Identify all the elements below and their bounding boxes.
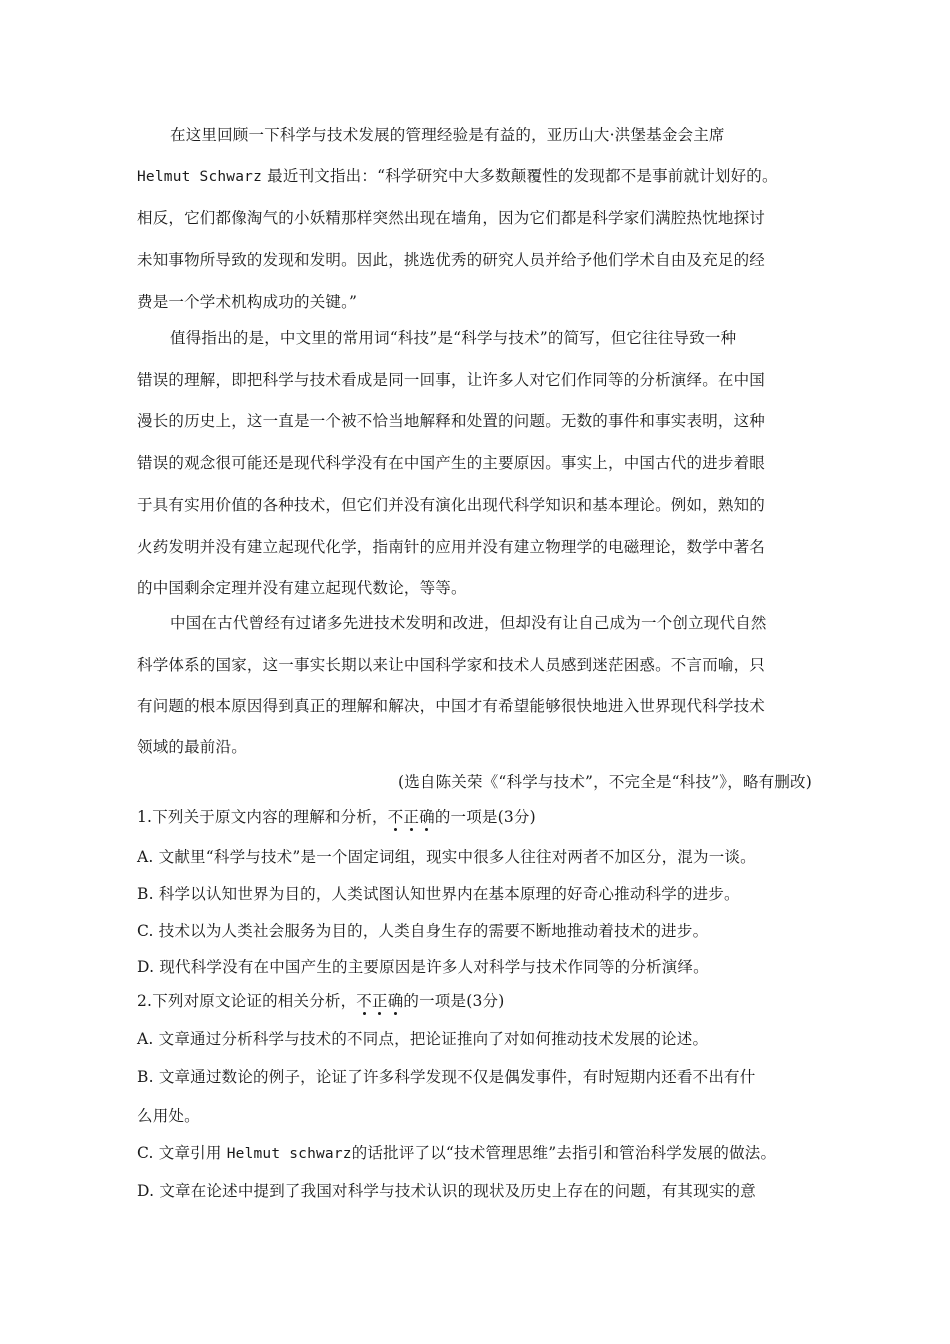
question-1-prefix: 1.下列关于原文内容的理解和分析， — [137, 808, 388, 826]
paragraph-3-line-2: 科学体系的国家，这一事实长期以来让中国科学家和技术人员感到迷茫困惑。不言而喻，只 — [137, 656, 766, 674]
question-2-option-c — [137, 1142, 827, 1165]
question-2-suffix: 的一项是(3分) — [403, 992, 505, 1010]
question-2-option-b-line-2: 么用处。 — [137, 1107, 200, 1125]
emphasis-char: 不 — [356, 992, 372, 1010]
question-2-stem — [137, 990, 827, 1012]
question-2-option-d-line-1: D. 文章在论述中提到了我国对科学与技术认识的现状及历史上存在的问题，有其现实的意 — [137, 1182, 756, 1200]
question-1-stem — [137, 806, 827, 828]
paragraph-2-line-4: 错误的观念很可能还是现代科学没有在中国产生的主要原因。事实上，中国古代的进步着眼 — [137, 454, 766, 472]
paragraph-2-line-7: 的中国剩余定理并没有建立起现代数论，等等。 — [137, 579, 467, 597]
paragraph-1-line-3: 相反，它们都像淘气的小妖精那样突然出现在墙角，因为它们都是科学家们满腔热忱地探讨 — [137, 209, 766, 227]
question-1-suffix: 的一项是(3分) — [434, 808, 536, 826]
question-1-option-b: B. 科学以认知世界为目的，人类试图认知世界内在基本原理的好奇心推动科学的进步。 — [137, 885, 740, 903]
paragraph-2-line-2: 错误的理解，即把科学与技术看成是同一回事，让许多人对它们作同等的分析演绎。在中国 — [137, 371, 766, 389]
paragraph-1-line-4: 未知事物所导致的发现和发明。因此，挑选优秀的研究人员并给予他们学术自由及充足的经 — [137, 251, 766, 269]
paragraph-2-line-1: 值得指出的是，中文里的常用词“科技”是“科学与技术”的简写，但它往往导致一种 — [170, 329, 737, 347]
person-name: Helmut schwarz — [226, 1146, 352, 1162]
question-1-option-d: D. 现代科学没有在中国产生的主要原因是许多人对科学与技术作同等的分析演绎。 — [137, 958, 709, 976]
paragraph-1-line-2-text: 最近刊文指出：“科学研究中大多数颠覆性的发现都不是事前就计划好的。 — [267, 167, 778, 185]
question-2-prefix: 2.下列对原文论证的相关分析， — [137, 992, 357, 1010]
paragraph-1-line-2 — [137, 165, 827, 188]
question-2-option-b-line-1: B. 文章通过数论的例子，论证了许多科学发现不仅是偶发事件，有时短期内还看不出有什 — [137, 1068, 756, 1086]
question-1-option-c: C. 技术以为人类社会服务为目的，人类自身生存的需要不断地推动着技术的进步。 — [137, 922, 709, 940]
question-2-option-a: A. 文章通过分析科学与技术的不同点，把论证推向了对如何推动技术发展的论述。 — [137, 1030, 709, 1048]
paragraph-3-line-4: 领域的最前沿。 — [137, 738, 247, 756]
emphasis-char: 正 — [372, 992, 388, 1010]
paragraph-2-line-3: 漫长的历史上，这一直是一个被不恰当地解释和处置的问题。无数的事件和事实表明，这种 — [137, 412, 766, 430]
emphasis-char: 不 — [387, 808, 404, 826]
emphasis-char: 正 — [403, 808, 420, 826]
paragraph-2-line-5: 于具有实用价值的各种技术，但它们并没有演化出现代科学知识和基本理论。例如，熟知的 — [137, 496, 766, 514]
question-1-option-a: A. 文献里“科学与技术”是一个固定词组，现实中很多人往往对两者不加区分，混为一谈。 — [137, 848, 756, 866]
paragraph-3-line-3: 有问题的根本原因得到真正的理解和解决，中国才有希望能够很快地进入世界现代科学技术 — [137, 697, 766, 715]
emphasis-char: 确 — [419, 808, 435, 826]
emphasis-char: 确 — [387, 992, 404, 1010]
paragraph-1-line-5: 费是一个学术机构成功的关键。” — [137, 293, 358, 311]
person-name: Helmut Schwarz — [137, 169, 263, 185]
source-citation: (选自陈关荣《“科学与技术”，不完全是“科技”》，略有删改) — [397, 773, 812, 791]
question-2-option-c-suffix: 的话批评了以“技术管理思维”去指引和管治科学发展的做法。 — [351, 1144, 777, 1162]
paragraph-1-line-1: 在这里回顾一下科学与技术发展的管理经验是有益的，亚历山大·洪堡基金会主席 — [170, 126, 725, 144]
paragraph-2-line-6: 火药发明并没有建立起现代化学，指南针的应用并没有建立物理学的电磁理论，数学中著名 — [137, 538, 766, 556]
question-2-option-c-prefix: C. 文章引用 — [137, 1144, 227, 1162]
paragraph-3-line-1: 中国在古代曾经有过诸多先进技术发明和改进，但却没有让自己成为一个创立现代自然 — [170, 614, 767, 632]
